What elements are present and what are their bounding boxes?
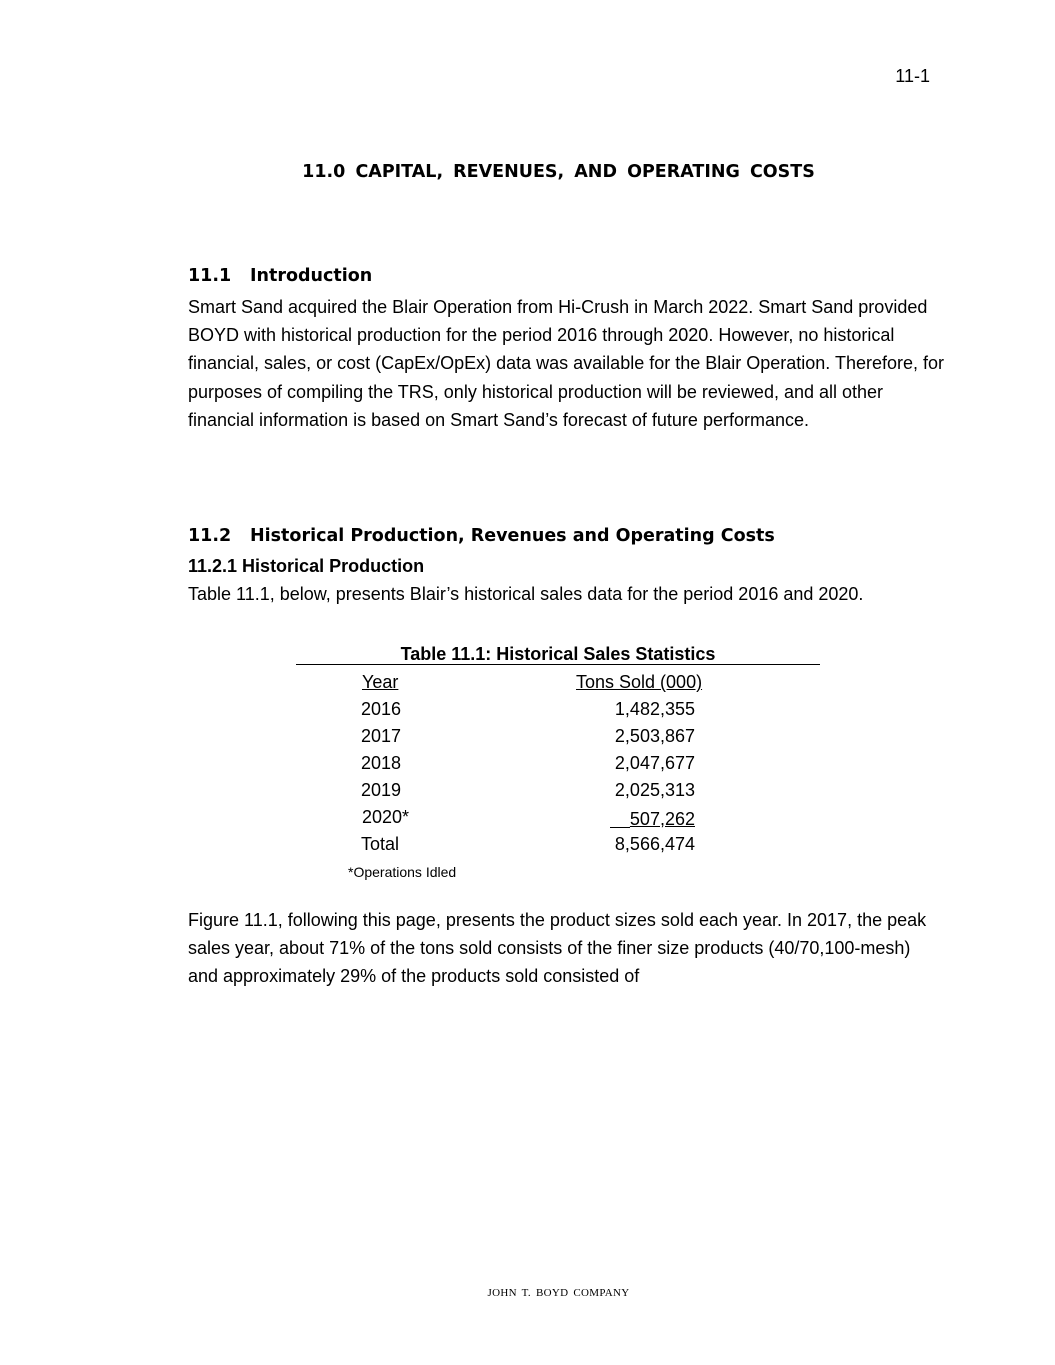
section-number: 11.2: [188, 526, 232, 546]
footer-company-name: JOHN T. BOYD COMPANY: [487, 1287, 630, 1299]
section-number: 11.1: [188, 266, 232, 286]
table-row: [296, 807, 820, 834]
section-title: Introduction: [250, 266, 373, 286]
column-header-year: Year: [362, 672, 399, 692]
year-cell: 2018: [361, 753, 402, 773]
year-cell: 2016: [361, 699, 402, 719]
table-rule: [296, 664, 820, 665]
tons-cell: 2,025,313: [614, 780, 695, 800]
section-heading-introduction: [188, 266, 372, 286]
year-cell: 2017: [361, 726, 402, 746]
table-row: [296, 726, 820, 753]
subsection-heading-historical-production: 11.2.1 Historical Production: [188, 556, 425, 576]
section-heading-historical: [188, 526, 775, 546]
chapter-title: 11.0 CAPITAL, REVENUES, AND OPERATING COSTS: [302, 162, 815, 182]
tons-value: 507,262: [629, 809, 695, 829]
table-row: [296, 753, 820, 780]
underline-filler: [610, 807, 630, 828]
tons-cell: 2,047,677: [614, 753, 695, 773]
tons-cell: 1,482,355: [614, 699, 695, 719]
tons-cell: [576, 807, 695, 830]
tons-cell: 2,503,867: [614, 726, 695, 746]
introduction-paragraph: Smart Sand acquired the Blair Operation from Hi-Crush in March 2022. Smart Sand provided BOYD with historical production for the period 2016 through 2020. However, no historical financial, sales, or cost (CapEx/OpEx) data was available for the Blair Operation. Therefore, for purposes of compiling the TRS, only historical production will be reviewed, and all other financial information is based on Smart Sand’s forecast of future performance.: [188, 297, 945, 430]
table-title: Table 11.1: Historical Sales Statistics: [400, 644, 716, 664]
year-cell: Total: [361, 834, 400, 854]
column-header-tons-sold: Tons Sold (000): [576, 672, 703, 692]
table-row: [296, 780, 820, 807]
tons-cell: 8,566,474: [614, 834, 695, 854]
table-row-total: [296, 834, 820, 861]
table-row: [296, 699, 820, 726]
year-cell: 2019: [361, 780, 402, 800]
section-title: Historical Production, Revenues and Operating Costs: [250, 526, 775, 546]
page-number: 11-1: [895, 66, 930, 86]
table-intro-paragraph: Table 11.1, below, presents Blair’s historical sales data for the period 2016 and 2020.: [188, 584, 864, 604]
year-cell: 2020*: [362, 807, 410, 827]
figure-paragraph: Figure 11.1, following this page, presents the product sizes sold each year. In 2017, the peak sales year, about 71% of the tons sold consists of the finer size products (40/70,100-mesh) and approximately 29% of the products sold consisted of: [188, 910, 927, 987]
table-footnote: *Operations Idled: [348, 864, 457, 880]
